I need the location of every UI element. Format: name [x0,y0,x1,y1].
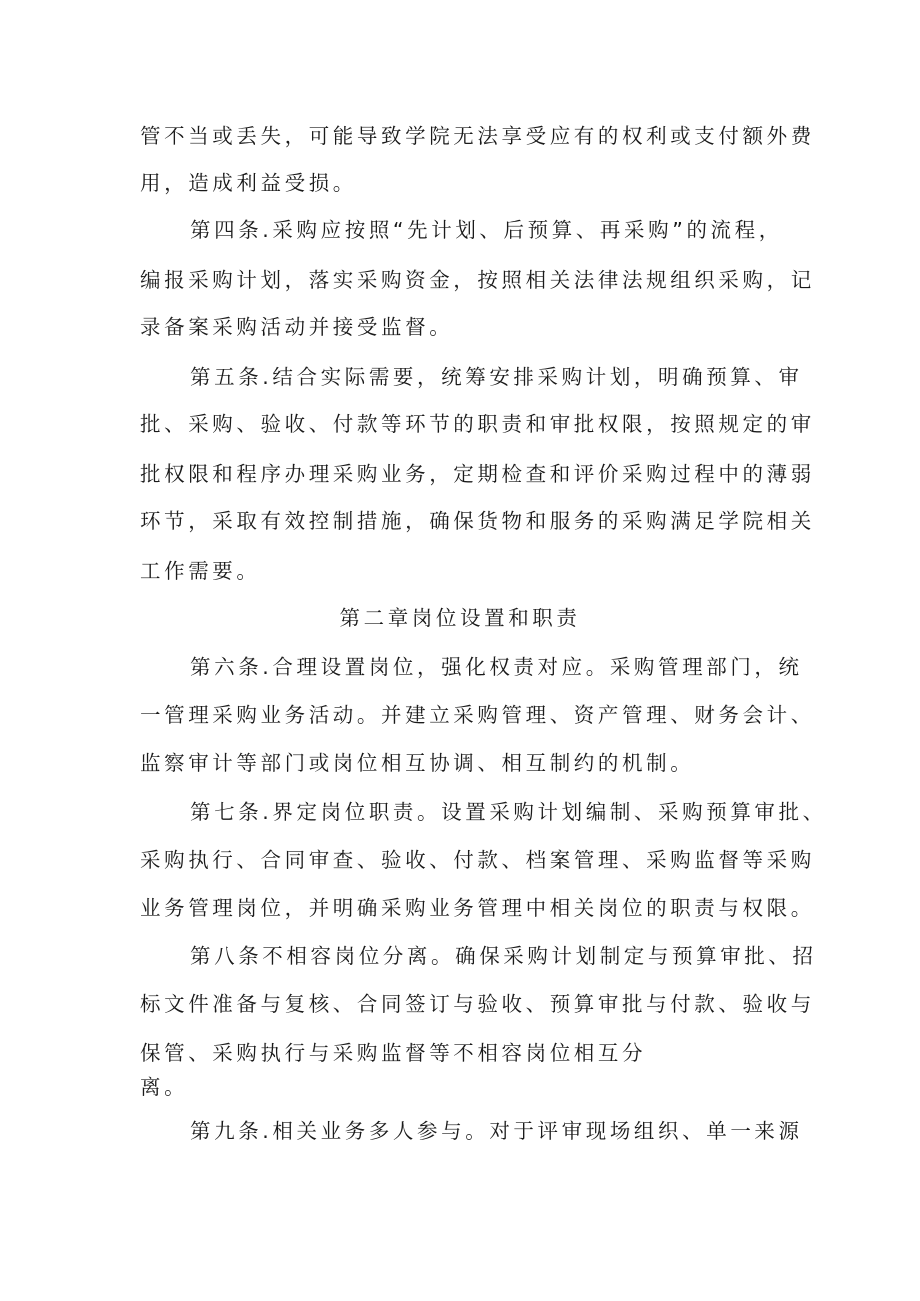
article-6-start: 第六条.合理设置岗位，强化权责对应。采购管理部门，统 [190,655,803,679]
text-line-2: 用，造成利益受损。 [140,171,357,195]
text-line-7: 批、采购、验收、付款等环节的职责和审批权限，按照规定的审 [140,412,815,436]
article-7-start: 第七条.界定岗位职责。设置采购计划编制、采购预算审批、 [190,800,827,824]
text-line-14: 监察审计等部门或岗位相互协调、相互制约的机制。 [140,751,695,775]
article-8-start: 第八条不相容岗位分离。确保采购计划制定与预算审批、招 [190,944,817,968]
text-line-17: 业务管理岗位，并明确采购业务管理中相关岗位的职责与权限。 [140,896,815,920]
text-line-10: 工作需要。 [140,559,261,583]
chapter-heading: 第二章岗位设置和职责 [339,606,581,630]
text-line-19: 标文件准备与复核、合同签订与验收、预算审批与付款、验收与 [140,992,815,1016]
article-4-start: 第四条.采购应按照“先计划、后预算、再采购”的流程， [190,218,783,242]
text-line-5: 录备案采购活动并接受监督。 [140,315,454,339]
article-5-start: 第五条.结合实际需要，统筹安排采购计划，明确预算、审 [190,365,803,389]
text-line-13: 一管理采购业务活动。并建立采购管理、资产管理、财务会计、 [140,703,815,727]
text-line-20: 保管、采购执行与采购监督等不相容岗位相互分 [140,1041,647,1065]
text-line-9: 环节，采取有效控制措施，确保货物和服务的采购满足学院相关 [140,509,815,533]
text-line-1: 管不当或丢失，可能导致学院无法享受应有的权利或支付额外费 [140,124,815,148]
article-9-start: 第九条.相关业务多人参与。对于评审现场组织、单一来源 [190,1119,803,1143]
text-line-21: 离。 [140,1075,189,1099]
text-line-16: 采购执行、合同审查、验收、付款、档案管理、采购监督等采购 [140,848,815,872]
text-line-8: 批权限和程序办理采购业务，定期检查和评价采购过程中的薄弱 [140,462,815,486]
text-line-4: 编报采购计划，落实采购资金，按照相关法律法规组织采购，记 [140,268,815,292]
